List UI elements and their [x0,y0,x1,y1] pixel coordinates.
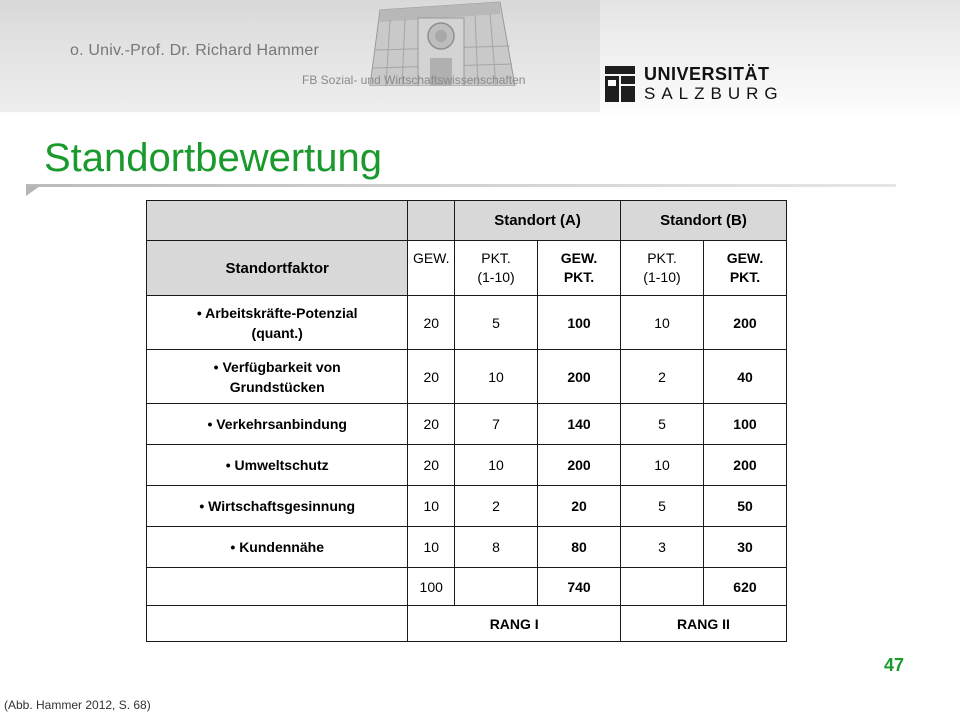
factor-cell: • Arbeitskräfte-Potenzial (quant.) [147,296,408,350]
site-b-header: Standort (B) [621,201,787,241]
a-weighted-header: GEW. PKT. [538,241,621,296]
b-points-cell: 10 [621,296,704,350]
b-points-header: PKT. (1-10) [621,241,704,296]
table-row [147,296,787,350]
table-subheader-row [147,241,787,296]
a-weighted-cell: 80 [538,527,621,568]
b-weighted-cell: 200 [703,445,786,486]
a-weighted-cell: 140 [538,404,621,445]
table-row [147,404,787,445]
a-points-cell: 10 [455,445,538,486]
a-points-cell: 10 [455,350,538,404]
total-b-cell: 620 [703,568,786,606]
b-points-cell: 2 [621,350,704,404]
title-divider [26,184,896,187]
table-row [147,445,787,486]
source-citation: (Abb. Hammer 2012, S. 68) [4,698,151,712]
a-weighted-cell: 200 [538,445,621,486]
empty-cell [455,568,538,606]
totals-label-cell [147,568,408,606]
header-empty-cell [147,201,408,241]
factor-cell: • Wirtschaftsgesinnung [147,486,408,527]
b-weighted-cell: 30 [703,527,786,568]
a-points-cell: 5 [455,296,538,350]
site-a-header: Standort (A) [455,201,621,241]
b-points-cell: 5 [621,486,704,527]
b-weighted-cell: 100 [703,404,786,445]
table-header-row [147,201,787,241]
logo-text-universitaet: UNIVERSITÄT [644,64,770,84]
b-points-cell: 10 [621,445,704,486]
logo-text-salzburg: SALZBURG [644,84,784,103]
weight-header: GEW. [408,241,455,296]
total-a-cell: 740 [538,568,621,606]
a-points-cell: 2 [455,486,538,527]
rank-a-cell: RANG I [408,606,621,642]
header-empty-cell [408,201,455,241]
table-row [147,350,787,404]
b-weighted-header: GEW. PKT. [703,241,786,296]
empty-cell [621,568,704,606]
rank-label-cell [147,606,408,642]
table-row [147,527,787,568]
weight-cell: 10 [408,527,455,568]
rank-row [147,606,787,642]
department-label: FB Sozial- und Wirtschaftswissenschaften [302,73,526,87]
a-weighted-cell: 100 [538,296,621,350]
a-points-header: PKT. (1-10) [455,241,538,296]
a-weighted-cell: 200 [538,350,621,404]
weight-cell: 10 [408,486,455,527]
weight-cell: 20 [408,350,455,404]
a-points-cell: 8 [455,527,538,568]
university-logo-icon [603,64,637,104]
b-points-cell: 5 [621,404,704,445]
b-weighted-cell: 40 [703,350,786,404]
page-number: 47 [884,655,905,675]
site-evaluation-table [146,200,787,642]
rank-b-cell: RANG II [621,606,787,642]
weight-cell: 20 [408,445,455,486]
b-weighted-cell: 200 [703,296,786,350]
weight-cell: 20 [408,404,455,445]
factor-header: Standortfaktor [147,241,408,296]
totals-row [147,568,787,606]
factor-cell: • Kundennähe [147,527,408,568]
a-points-cell: 7 [455,404,538,445]
title-divider-tick [26,186,40,196]
factor-cell: • Verfügbarkeit von Grundstücken [147,350,408,404]
factor-cell: • Umweltschutz [147,445,408,486]
author-name: o. Univ.-Prof. Dr. Richard Hammer [70,42,320,59]
slide-title: Standortbewertung [44,136,383,180]
b-weighted-cell: 50 [703,486,786,527]
weight-cell: 20 [408,296,455,350]
table-row [147,486,787,527]
factor-cell: • Verkehrsanbindung [147,404,408,445]
total-weight-cell: 100 [408,568,455,606]
b-points-cell: 3 [621,527,704,568]
a-weighted-cell: 20 [538,486,621,527]
